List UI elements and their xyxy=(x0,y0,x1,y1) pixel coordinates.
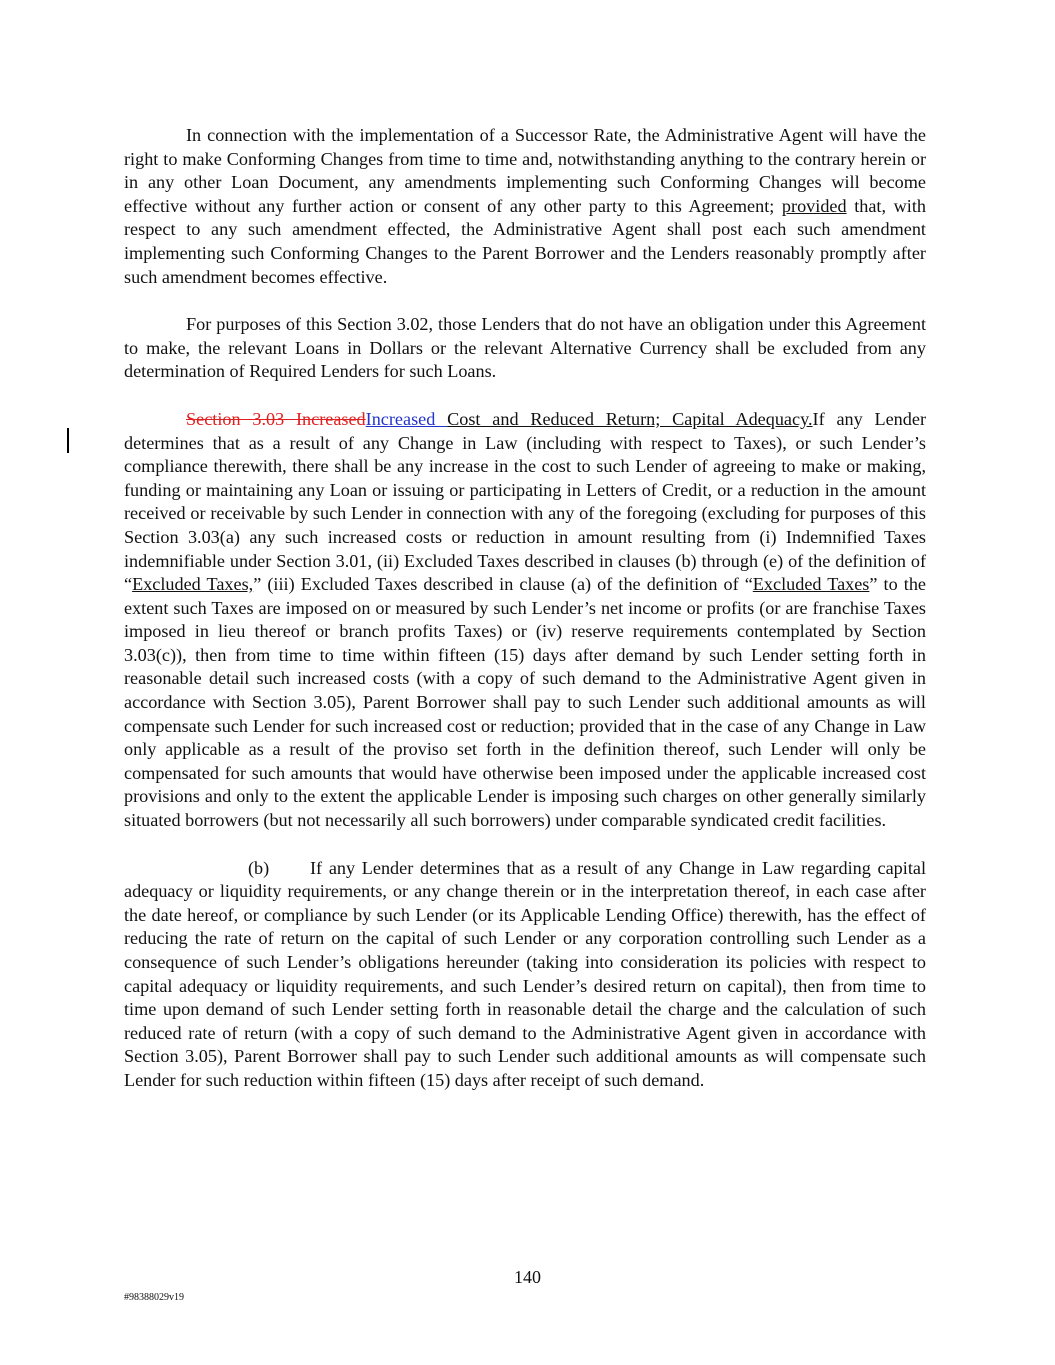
paragraph-text: For purposes of this Section 3.02, those Lenders that do not have an obligation under this Agreement to make, the relevant Loans in Dollars or the relevant Alternative Currency shall be excluded from any determination of Required Lenders for such Loans. xyxy=(124,314,926,382)
paragraph-text: that, with respect to any such amendment effected, the Administrative Agent shall post each such amendment implementing such Conforming Changes to the Parent Borrower and the Lenders reasonably promptly after such amendment becomes effective. xyxy=(124,195,926,287)
defined-term: Excluded Taxes, xyxy=(132,574,254,595)
page-number: 140 xyxy=(514,1267,541,1287)
paragraph-clause-b xyxy=(124,857,926,1093)
section-heading: Cost and Reduced Return; Capital Adequacy. xyxy=(447,408,813,429)
paragraph-text: In connection with the implementation of a Successor Rate, the Administrative Agent will have the right to make Conforming Changes from time to time and, notwithstanding anything to the contrary herein or in any other Loan Document, any amendments implementing such Conforming Changes will become effective without any further action or consent of any other party to this Agreement; xyxy=(124,125,926,216)
provided-term: provided xyxy=(781,195,847,216)
document-body xyxy=(124,124,926,1117)
defined-term: Excluded Taxes xyxy=(752,574,870,595)
paragraph-section-303 xyxy=(124,408,926,833)
paragraph-text: If any Lender determines that as a result of any Change in Law regarding capital adequacy or liquidity requirements, or any change therein or in the interpretation thereof, in each case after the date hereof, or compliance by such Lender (or its Applicable Lending Office) therewith, has the effect of reducing the rate of return on the capital of such Lender or any corporation controlling such Lender as a consequence of such Lender’s obligations hereunder (taking into consideration its policies with respect to capital adequacy or liquidity requirements, and such Lender’s desired return on capital), then from time to time upon demand of such Lender setting forth in reasonable detail the charge and the calculation of such reduced rate of return (with a copy of such demand to the Administrative Agent given in accordance with Section 3.05), Parent Borrower shall pay to such Lender such additional amounts as will compensate such Lender for such reduction within fifteen (15) days after receipt of such demand. xyxy=(124,857,926,1090)
paragraph-section-302 xyxy=(124,313,926,384)
deleted-text: Section 3.03 Increased xyxy=(186,408,366,429)
paragraph-text: ” to the extent such Taxes are imposed on or measured by such Lender’s net income or profits (or are franchise Taxes imposed in lieu thereof or branch profits Taxes) or (iv) reserve requirements contemplated by Section 3.03(c)), then from time to time within fifteen (15) days after demand by such Lender setting forth in reasonable detail such increased costs (with a copy of such demand to the Administrative Agent given in accordance with Section 3.05), Parent Borrower shall pay to such Lender such additional amounts as will compensate such Lender for such increased cost or reduction; provided that in the case of any Change in Law only applicable as a result of the proviso set forth in the definition thereof, such Lender will only be compensated for such amounts that would have otherwise been imposed under the applicable increased cost provisions and only to the extent the applicable Lender is imposing such charges on other generally similarly situated borrowers (but not necessarily all such borrowers) under comparable syndicated credit facilities. xyxy=(124,574,926,831)
inserted-text: Increased xyxy=(365,408,448,429)
paragraph-successor-rate xyxy=(124,124,926,289)
paragraph-text: If any Lender determines that as a result of any Change in Law (including with respect to Taxes), or such Lender’s compliance therewith, there shall be any increase in the cost to such Lender of agreeing to make or making, funding or maintaining any Loan or issuing or participating in Letters of Credit, or a reduction in the amount received or receivable by such Lender in connection with any of the foregoing (excluding for purposes of this Section 3.03(a) any such increased costs or reduction in amount resulting from (i) Indemnified Taxes indemnifiable under Section 3.01, (ii) Excluded Taxes described in clauses (b) through (e) of the definition of “ xyxy=(124,408,926,595)
document-id: #98388029v19 xyxy=(124,1292,184,1303)
clause-label: (b) xyxy=(248,857,270,878)
revision-change-bar xyxy=(67,428,69,453)
paragraph-text: ” (iii) Excluded Taxes described in clause (a) of the definition of “ xyxy=(253,574,753,595)
